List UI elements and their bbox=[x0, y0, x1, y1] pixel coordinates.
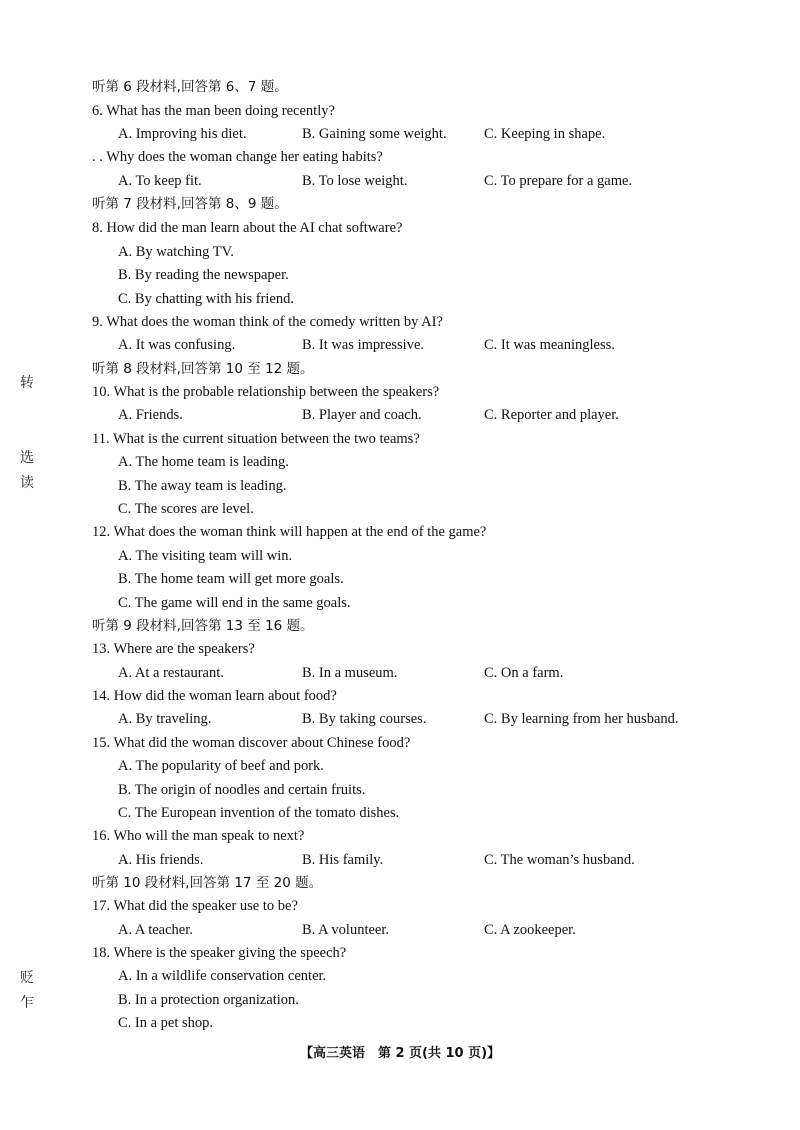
section-heading: 听第 6 段材料,回答第 6、7 题。 bbox=[92, 79, 288, 95]
question-text: 18. Where is the speaker giving the speech? bbox=[92, 945, 347, 961]
answer-option: C. The woman’s husband. bbox=[484, 852, 635, 868]
margin-char: 选 bbox=[20, 450, 34, 466]
answer-option: C. The game will end in the same goals. bbox=[118, 595, 351, 611]
answer-option: A. To keep fit. bbox=[118, 173, 202, 189]
answer-option: A. The popularity of beef and pork. bbox=[118, 758, 324, 774]
answer-option: A. In a wildlife conservation center. bbox=[118, 968, 327, 984]
question-text: 17. What did the speaker use to be? bbox=[92, 898, 298, 914]
answer-option: A. His friends. bbox=[118, 852, 204, 868]
answer-option: B. By taking courses. bbox=[302, 711, 427, 727]
answer-option: C. It was meaningless. bbox=[484, 337, 615, 353]
question-text: . . Why does the woman change her eating habits? bbox=[92, 149, 383, 165]
answer-option: B. In a protection organization. bbox=[118, 992, 299, 1008]
answer-option: C. By chatting with his friend. bbox=[118, 291, 294, 307]
answer-option: A. Improving his diet. bbox=[118, 126, 247, 142]
question-text: 13. Where are the speakers? bbox=[92, 641, 255, 657]
page-footer: 【高三英语 第 2 页(共 10 页)】 bbox=[299, 1046, 501, 1061]
answer-option: B. In a museum. bbox=[302, 665, 398, 681]
answer-option: B. A volunteer. bbox=[302, 922, 389, 938]
answer-option: A. The home team is leading. bbox=[118, 454, 289, 470]
margin-char: 乍 bbox=[20, 995, 34, 1011]
question-text: 11. What is the current situation between the two teams? bbox=[92, 431, 420, 447]
answer-option: C. A zookeeper. bbox=[484, 922, 576, 938]
answer-option: B. The away team is leading. bbox=[118, 478, 287, 494]
answer-option: A. At a restaurant. bbox=[118, 665, 224, 681]
section-heading: 听第 8 段材料,回答第 10 至 12 题。 bbox=[92, 361, 314, 377]
answer-option: C. In a pet shop. bbox=[118, 1015, 214, 1031]
answer-option: B. By reading the newspaper. bbox=[118, 267, 289, 283]
question-text: 9. What does the woman think of the comedy written by AI? bbox=[92, 314, 443, 330]
answer-option: C. Reporter and player. bbox=[484, 407, 619, 423]
answer-option: C. Keeping in shape. bbox=[484, 126, 606, 142]
section-heading: 听第 9 段材料,回答第 13 至 16 题。 bbox=[92, 618, 314, 634]
section-heading: 听第 10 段材料,回答第 17 至 20 题。 bbox=[92, 875, 323, 891]
answer-option: B. Player and coach. bbox=[302, 407, 422, 423]
question-text: 12. What does the woman think will happen at the end of the game? bbox=[92, 524, 487, 540]
answer-option: A. A teacher. bbox=[118, 922, 193, 938]
question-text: 6. What has the man been doing recently? bbox=[92, 103, 335, 119]
answer-option: B. His family. bbox=[302, 852, 384, 868]
answer-option: A. It was confusing. bbox=[118, 337, 236, 353]
question-text: 10. What is the probable relationship between the speakers? bbox=[92, 384, 440, 400]
answer-option: A. Friends. bbox=[118, 407, 183, 423]
answer-option: C. On a farm. bbox=[484, 665, 564, 681]
answer-option: A. By traveling. bbox=[118, 711, 212, 727]
margin-char: 转 bbox=[20, 375, 34, 391]
question-text: 15. What did the woman discover about Chinese food? bbox=[92, 735, 411, 751]
margin-char: 读 bbox=[20, 475, 34, 491]
answer-option: A. By watching TV. bbox=[118, 244, 234, 260]
question-text: 8. How did the man learn about the AI chat software? bbox=[92, 220, 403, 236]
answer-option: B. It was impressive. bbox=[302, 337, 425, 353]
answer-option: B. Gaining some weight. bbox=[302, 126, 447, 142]
question-text: 16. Who will the man speak to next? bbox=[92, 828, 305, 844]
answer-option: A. The visiting team will win. bbox=[118, 548, 293, 564]
question-text: 14. How did the woman learn about food? bbox=[92, 688, 337, 704]
answer-option: C. The scores are level. bbox=[118, 501, 254, 517]
answer-option: C. To prepare for a game. bbox=[484, 173, 633, 189]
answer-option: B. To lose weight. bbox=[302, 173, 408, 189]
answer-option: C. The European invention of the tomato dishes. bbox=[118, 805, 400, 821]
section-heading: 听第 7 段材料,回答第 8、9 题。 bbox=[92, 196, 288, 212]
answer-option: B. The home team will get more goals. bbox=[118, 571, 344, 587]
answer-option: C. By learning from her husband. bbox=[484, 711, 679, 727]
margin-char: 贬 bbox=[20, 970, 34, 986]
answer-option: B. The origin of noodles and certain fruits. bbox=[118, 782, 366, 798]
